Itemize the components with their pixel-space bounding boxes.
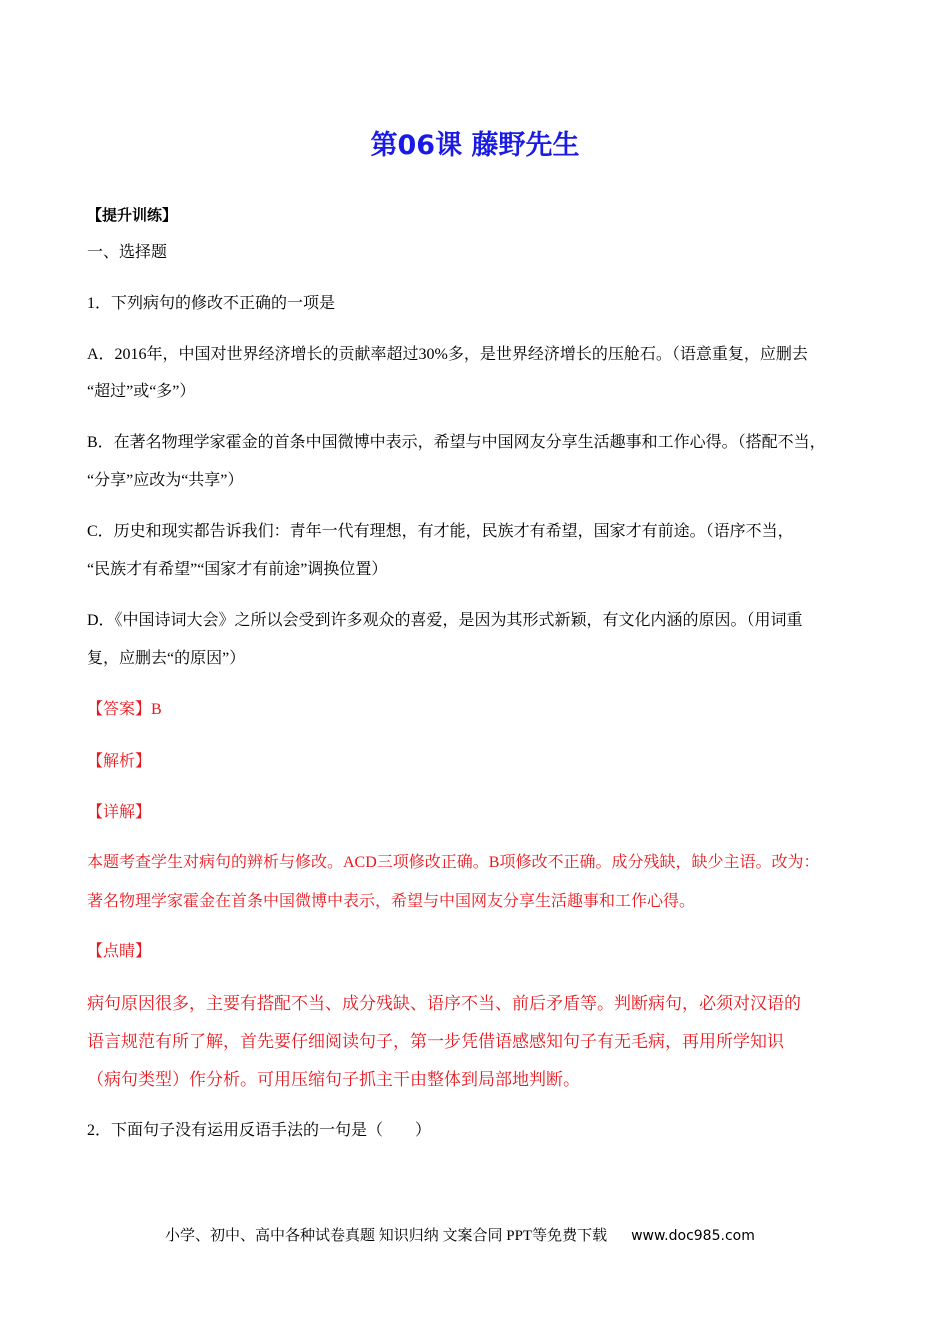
tip-line1: 病句原因很多，主要有搭配不当、成分残缺、语序不当、前后矛盾等。判断病句，必须对汉语的 — [87, 994, 801, 1013]
answer: 【答案】B — [87, 701, 162, 718]
question-2-stem: 2．下面句子没有运用反语手法的一句是（ ） — [87, 1122, 432, 1139]
option-a-line1: A．2016年，中国对世界经济增长的贡献率超过30%多，是世界经济增长的压舱石。（语意重复，应删去 — [87, 346, 808, 363]
footer-url[interactable]: www.doc985.com — [631, 1228, 755, 1244]
footer — [165, 1226, 755, 1246]
question-1-stem: 1．下列病句的修改不正确的一项是 — [87, 295, 336, 312]
tip-line3: （病句类型）作分析。可用压缩句子抓主干由整体到局部地判断。 — [87, 1070, 580, 1089]
option-d-line1: D．《中国诗词大会》之所以会受到许多观众的喜爱，是因为其形式新颖，有文化内涵的原因。（用词重 — [87, 612, 803, 629]
detail-line1: 本题考查学生对病句的辨析与修改。ACD三项修改正确。B项修改不正确。成分残缺，缺少主语。改为： — [87, 854, 820, 871]
detail-label: 【详解】 — [87, 804, 152, 821]
option-b-line2: “分享”应改为“共享”） — [87, 472, 244, 489]
option-c-line1: C．历史和现实都告诉我们：青年一代有理想，有才能，民族才有希望，国家才有前途。（语序不当， — [87, 523, 794, 540]
tip-label: 【点睛】 — [87, 943, 152, 960]
tip-line2: 语言规范有所了解，首先要仔细阅读句子，第一步凭借语感感知句子有无毛病，再用所学知识 — [87, 1032, 784, 1051]
option-a-line2: “超过”或“多”） — [87, 383, 196, 400]
section-heading: 【提升训练】 — [87, 206, 178, 224]
analysis-label: 【解析】 — [87, 753, 152, 770]
option-c-line2: “民族才有希望”“国家才有前途”调换位置） — [87, 561, 388, 578]
detail-line2: 著名物理学家霍金在首条中国微博中表示，希望与中国网友分享生活趣事和工作心得。 — [87, 893, 696, 910]
page-title: 第06课 藤野先生 — [370, 130, 580, 161]
option-b-line1: B．在著名物理学家霍金的首条中国微博中表示，希望与中国网友分享生活趣事和工作心得。（搭配不当， — [87, 434, 826, 451]
option-d-line2: 复，应删去“的原因”） — [87, 650, 246, 667]
part-heading: 一、选择题 — [87, 244, 168, 261]
footer-text: 小学、初中、高中各种试卷真题 知识归纳 文案合同 PPT等免费下载 — [165, 1228, 608, 1244]
